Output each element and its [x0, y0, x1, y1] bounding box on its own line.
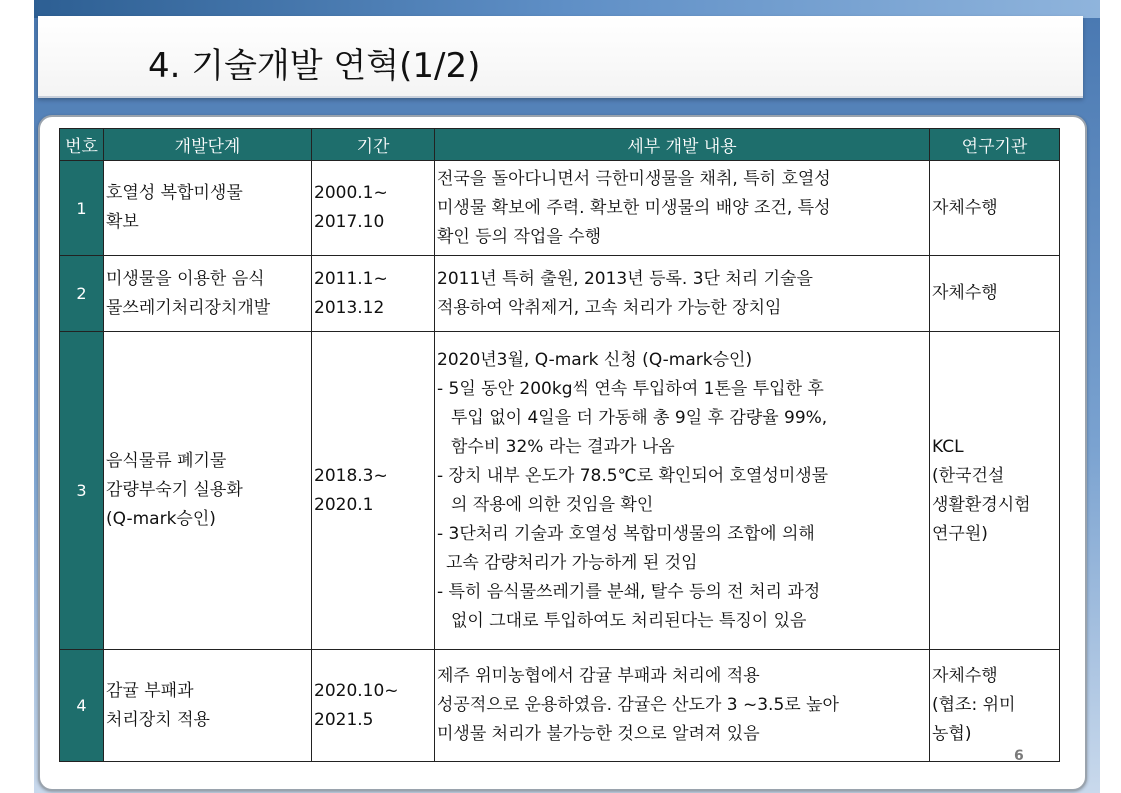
period-cell: [312, 161, 435, 256]
stage-line: 감량부숙기 실용화: [106, 480, 243, 500]
detail-line: 의 작용에 의한 것임을 확인: [451, 494, 654, 515]
detail-cell: [435, 256, 930, 332]
detail-line: - 5일 동안 200kg씩 연속 투입하여 1톤을 투입한 후: [437, 378, 824, 399]
period-cell: [312, 256, 435, 332]
page-title: 4. 기술개발 연혁(1/2): [148, 46, 481, 86]
row-number: 4: [60, 650, 104, 762]
organization-line: 연구원): [932, 523, 988, 544]
development-history-table: [59, 128, 1060, 762]
stage-line: 미생물을 이용한 음식: [106, 268, 265, 289]
organization-cell: [930, 650, 1060, 762]
row-number: 3: [60, 332, 104, 650]
organization-line: (협조: 위미: [932, 695, 1016, 715]
table-row: [60, 650, 1060, 762]
period-line: 2020.10~: [314, 680, 399, 701]
detail-line: - 특히 음식물쓰레기를 분쇄, 탈수 등의 전 처리 과정: [437, 581, 821, 602]
detail-line: 고속 감량처리가 가능하게 된 것임: [446, 552, 698, 573]
table-header-row: [60, 129, 1060, 161]
period-line: 2000.1~: [314, 183, 388, 203]
organization-line: 자체수행: [932, 283, 998, 303]
header-stage: 개발단계: [104, 129, 312, 161]
detail-line: - 3단처리 기술과 호열성 복합미생물의 조합에 의해: [437, 523, 815, 544]
organization-cell: [930, 256, 1060, 332]
period-line: 2011.1~: [314, 268, 388, 289]
header-number: 번호: [60, 129, 104, 161]
header-period: 기간: [312, 129, 435, 161]
period-line: 2017.10: [314, 212, 385, 232]
row-number: 2: [60, 256, 104, 332]
stage-cell: [104, 650, 312, 762]
table-row: [60, 256, 1060, 332]
stage-line: 확보: [106, 212, 139, 232]
detail-line: 적용하여 악취제거, 고속 처리가 가능한 장치임: [437, 297, 782, 318]
detail-line: 확인 등의 작업을 수행: [437, 226, 602, 247]
stage-line: 감귤 부패과: [106, 680, 194, 701]
detail-line: 함수비 32% 라는 결과가 나옴: [451, 436, 675, 457]
detail-line: 전국을 돌아다니면서 극한미생물을 채취, 특히 호열성: [437, 168, 831, 189]
detail-line: 제주 위미농협에서 감귤 부패과 처리에 적용: [437, 666, 760, 686]
period-cell: [312, 332, 435, 650]
title-bar: [38, 16, 1083, 98]
period-line: 2018.3~: [314, 465, 388, 486]
organization-cell: [930, 332, 1060, 650]
stage-cell: [104, 256, 312, 332]
header-organization: 연구기관: [930, 129, 1060, 161]
stage-line: 음식물류 폐기물: [106, 451, 227, 471]
detail-line: 없이 그대로 투입하여도 처리된다는 특징이 있음: [451, 610, 807, 631]
organization-line: 농협): [932, 724, 972, 744]
row-number: 1: [60, 161, 104, 256]
page-number: 6: [1014, 748, 1024, 764]
stage-line: (Q-mark승인): [106, 509, 216, 529]
period-line: 2013.12: [314, 297, 385, 318]
stage-line: 물쓰레기처리장치개발: [106, 297, 271, 318]
detail-line: 2020년3월, Q-mark 신청 (Q-mark승인): [437, 349, 753, 370]
organization-cell: [930, 161, 1060, 256]
detail-line: 2011년 특허 출원, 2013년 등록. 3단 처리 기술을: [437, 268, 813, 289]
stage-line: 처리장치 적용: [106, 709, 210, 730]
detail-cell: [435, 161, 930, 256]
table-row: [60, 161, 1060, 256]
stage-cell: [104, 161, 312, 256]
organization-line: (한국건설: [932, 465, 1005, 486]
detail-line: 성공적으로 운용하였음. 감귤은 산도가 3 ~3.5로 높아: [437, 695, 839, 715]
organization-line: 자체수행: [932, 197, 998, 218]
table-row: [60, 332, 1060, 650]
organization-line: KCL: [932, 436, 964, 457]
detail-cell: [435, 332, 930, 650]
stage-line: 호열성 복합미생물: [106, 183, 243, 203]
period-line: 2021.5: [314, 709, 374, 730]
organization-line: 생활환경시험: [932, 494, 1031, 515]
organization-line: 자체수행: [932, 666, 998, 686]
period-line: 2020.1: [314, 494, 374, 515]
header-detail: 세부 개발 내용: [435, 129, 930, 161]
detail-line: 미생물 처리가 불가능한 것으로 알려져 있음: [437, 724, 760, 744]
detail-cell: [435, 650, 930, 762]
detail-line: - 장치 내부 온도가 78.5℃로 확인되어 호열성미생물: [437, 465, 829, 486]
period-cell: [312, 650, 435, 762]
detail-line: 투입 없이 4일을 더 가동해 총 9일 후 감량율 99%,: [451, 407, 828, 428]
detail-line: 미생물 확보에 주력. 확보한 미생물의 배양 조건, 특성: [437, 197, 831, 218]
stage-cell: [104, 332, 312, 650]
